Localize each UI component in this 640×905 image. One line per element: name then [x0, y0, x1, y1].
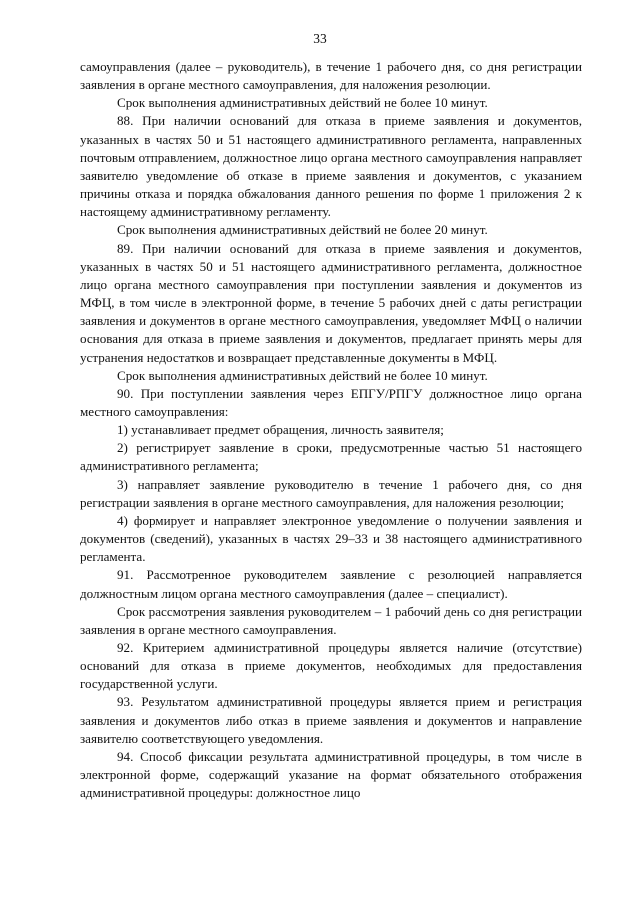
page-number: 33 [313, 31, 327, 46]
paragraph: Срок выполнения административных действий не более 10 минут. [117, 367, 488, 383]
paragraph: 2) регистрирует заявление в сроки, предусмотренные частью 51 настоящего административного регламента; [80, 440, 582, 474]
paragraph: 90. При поступлении заявления через ЕПГУ/РПГУ должностное лицо органа местного самоуправления: [80, 385, 582, 419]
paragraph: 4) формирует и направляет электронное уведомление о получении заявления и документов (сведений), указанных в частях 29–33 и 38 настоящего административного регламента. [80, 512, 582, 565]
paragraph: Срок выполнения административных действий не более 20 минут. [117, 222, 488, 238]
paragraph: 1) устанавливает предмет обращения, личность заявителя; [117, 422, 444, 438]
paragraph: 93. Результатом административной процедуры является прием и регистрация заявления и документов либо отказ в приеме заявления и документов и направление заявителю соответствующего уведомления. [80, 694, 582, 746]
paragraph: 92. Критерием административной процедуры является наличие (отсутствие) оснований для отказа в приеме документов, необходимых для предоставления государственной услуги. [80, 640, 582, 692]
paragraph: Срок выполнения административных действий не более 10 минут. [117, 95, 488, 111]
paragraph: 88. При наличии оснований для отказа в приеме заявления и документов, указанных в частях 50 и 51 настоящего административного регламента, направленных почтовым отправлением, должностное лицо органа местного самоуправления направляет заявителю уведомление об отказе в приеме заявления и документов, с указанием причины отказа и порядка обжалования данного решения по форме 1 приложения 2 к настоящему административному регламенту. [80, 113, 582, 220]
document-body [80, 58, 582, 802]
paragraph: 94. Способ фиксации результата административной процедуры, в том числе в электронной форме, содержащий указание на формат обязательного отображения административной процедуры: должностное лицо [80, 748, 582, 801]
paragraph: 3) направляет заявление руководителю в течение 1 рабочего дня, со дня регистрации заявления в органе местного самоуправления, для наложения резолюции; [80, 476, 582, 510]
paragraph: 91. Рассмотренное руководителем заявление с резолюцией направляется должностным лицом органа местного самоуправления (далее – специалист). [80, 567, 582, 601]
paragraph: Срок рассмотрения заявления руководителем – 1 рабочий день со дня регистрации заявления в органе местного самоуправления. [80, 603, 582, 637]
paragraph: самоуправления (далее – руководитель), в течение 1 рабочего дня, со дня регистрации заявления в органе местного самоуправления, для наложения резолюции. [80, 59, 582, 93]
paragraph: 89. При наличии оснований для отказа в приеме заявления и документов, указанных в частях 50 и 51 настоящего административного регламента, должностное лицо органа местного самоуправления при поступлении заявления и документов из МФЦ, в том числе в электронной форме, в течение 5 рабочих дней с даты регистрации заявления и документов в органе местного самоуправления, уведомляет МФЦ о наличии основания для отказа в приеме заявления и документов, предлагает принять меры для устранения недостатков и возвращает представленные документы в МФЦ. [80, 240, 582, 365]
